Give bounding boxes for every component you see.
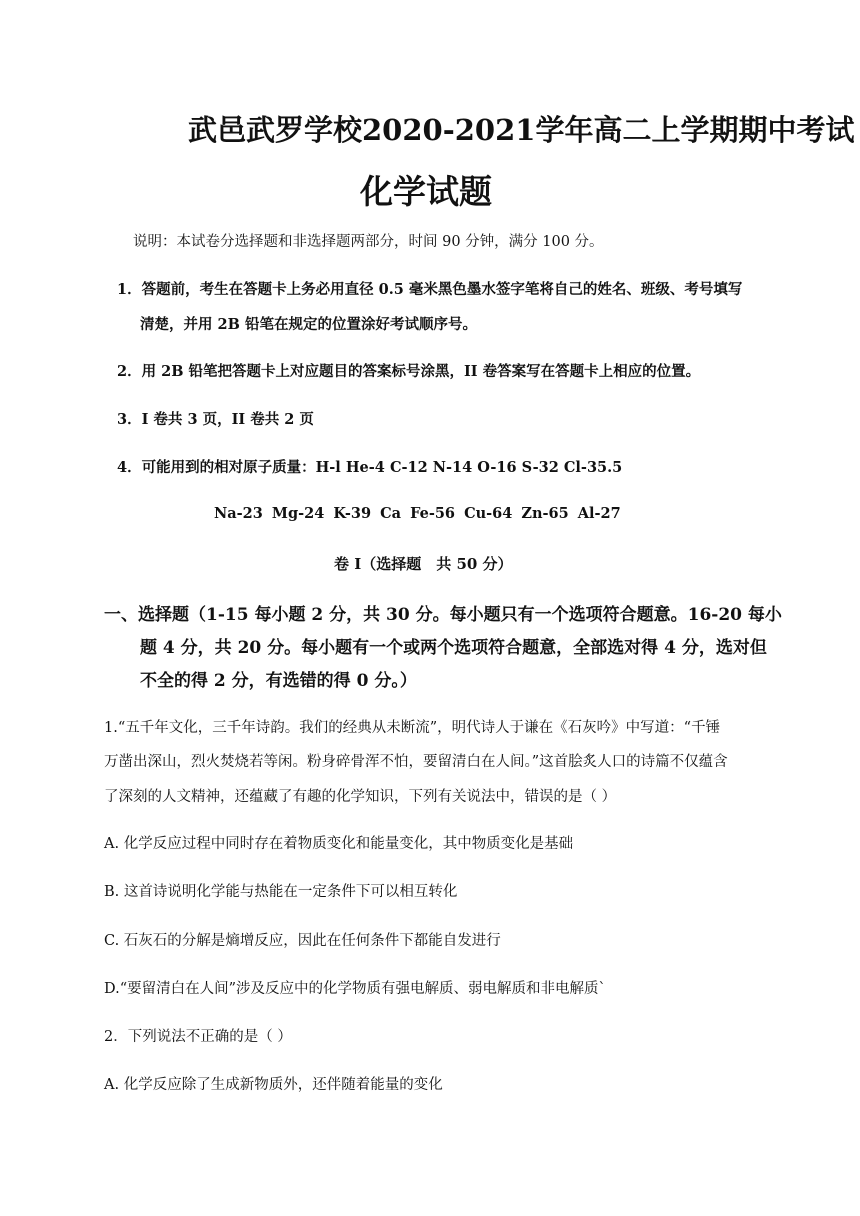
question-1-stem-line3: 了深刻的人文精神，还蕴藏了有趣的化学知识，下列有关说法中，错误的是（ ） [104,789,617,805]
instruction-4-line2: Na-23 Mg-24 K-39 Ca Fe-56 Cu-64 Zn-65 Al-27 [214,505,621,522]
question-1-option-d: D.“要留清白在人间”涉及反应中的化学物质有强电解质、弱电解质和非电解质` [104,981,606,997]
question-1-stem-line1: 1.“五千年文化，三千年诗韵。我们的经典从未断流”，明代诗人于谦在《石灰吟》中写道：“千锤 [104,720,721,736]
instruction-4-line1: 4．可能用到的相对原子质量：H-l He-4 C-12 N-14 O-16 S-32 Cl-35.5 [117,459,623,476]
subject-title: 化学试题 [360,172,492,211]
instruction-2: 2．用 2B 铅笔把答题卡上对应题目的答案标号涂黑，II 卷答案写在答题卡上相应的位置。 [117,363,701,380]
instruction-1-line1: 1．答题前，考生在答题卡上务必用直径 0.5 毫米黑色墨水签字笔将自己的姓名、班级、考号填写 [117,281,743,298]
question-1-option-b: B. 这首诗说明化学能与热能在一定条件下可以相互转化 [104,884,458,900]
volume-heading: 卷 I（选择题 共 50 分） [334,555,513,573]
section-heading-line1: 一、选择题（1-15 每小题 2 分，共 30 分。每小题只有一个选项符合题意。16-20 每小 [104,605,782,625]
question-1-option-c: C. 石灰石的分解是熵增反应，因此在任何条件下都能自发进行 [104,933,501,949]
instruction-1-line2: 清楚，并用 2B 铅笔在规定的位置涂好考试顺序号。 [140,316,477,333]
section-heading-line3: 不全的得 2 分，有选错的得 0 分。） [140,671,417,691]
question-2-stem: 2．下列说法不正确的是（ ） [104,1029,292,1045]
question-1-stem-line2: 万凿出深山，烈火焚烧若等闲。粉身碎骨浑不怕，要留清白在人间。”这首脍炙人口的诗篇不仅蕴含 [104,754,728,770]
question-2-option-a: A. 化学反应除了生成新物质外，还伴随着能量的变化 [104,1077,443,1093]
question-1-option-a: A. 化学反应过程中同时存在着物质变化和能量变化，其中物质变化是基础 [104,836,574,852]
instruction-3: 3．I 卷共 3 页，II 卷共 2 页 [117,411,314,428]
exam-note: 说明：本试卷分选择题和非选择题两部分，时间 90 分钟，满分 100 分。 [133,234,604,250]
section-heading-line2: 题 4 分，共 20 分。每小题有一个或两个选项符合题意，全部选对得 4 分，选对但 [140,638,767,658]
exam-title: 武邑武罗学校2020-2021学年高二上学期期中考试 [188,113,855,147]
